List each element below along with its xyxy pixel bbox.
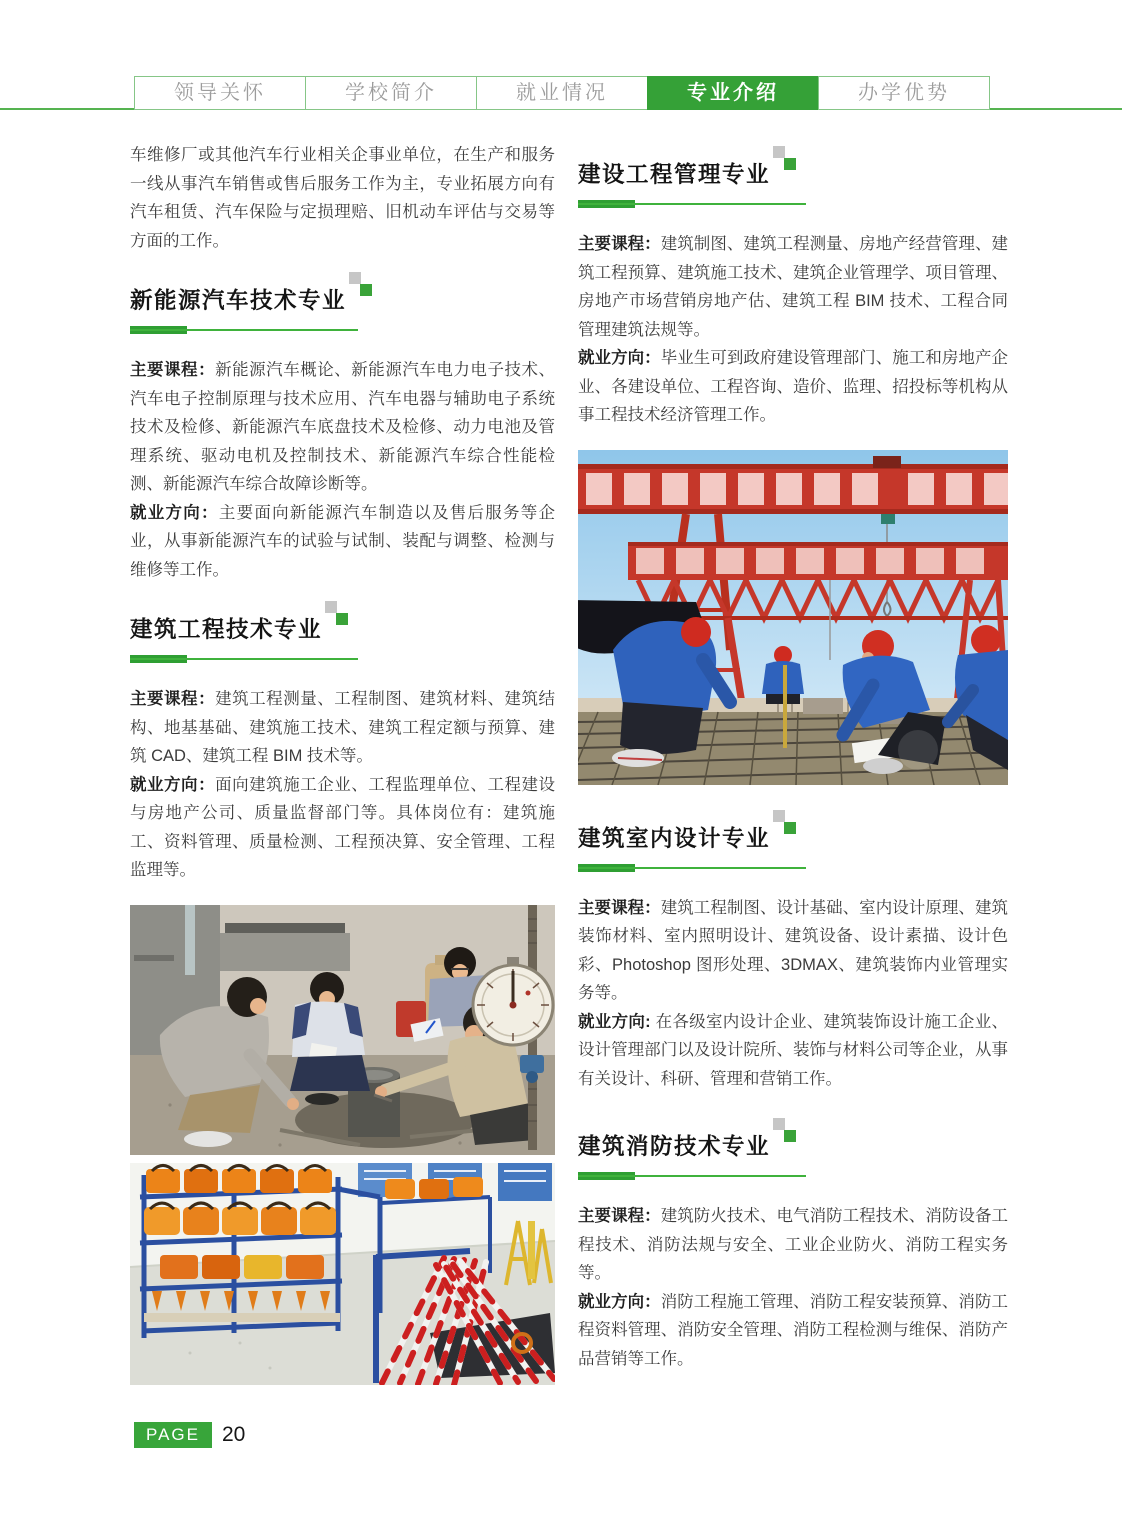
tab-school-intro[interactable]: 学校简介	[305, 76, 477, 110]
courses-paragraph: 主要课程：建筑制图、建筑工程测量、房地产经营管理、建筑工程预算、建筑施工技术、建筑企业管理学、项目管理、房地产市场营销房地产估、建筑工程 BIM 技术、工程合同管理建筑法规等。	[578, 235, 1009, 339]
tab-leader-care[interactable]: 领导关怀	[134, 76, 306, 110]
page-number: 20	[221, 1423, 246, 1446]
courses-paragraph: 主要课程：建筑工程制图、设计基础、室内设计原理、建筑装饰材料、室内照明设计、建筑设备、设计素描、设计色彩、Photoshop 图形处理、3DMAX、建筑装饰内业管理实务等。	[578, 898, 1009, 1002]
tab-employment[interactable]: 就业情况	[476, 76, 648, 110]
courses-paragraph: 主要课程：新能源汽车概论、新能源汽车电力电子技术、汽车电子控制原理与技术应用、汽车电器与辅助电子系统技术及检修、新能源汽车底盘技术及检修、动力电池及管理系统、驱动电机及控制技术、新能源汽车综合性能检测、新能源汽车综合故障诊断等。	[130, 361, 556, 493]
photo-materials-lab	[130, 905, 555, 1155]
employment-paragraph: 就业方向：消防工程施工管理、消防工程安装预算、消防工程资料管理、消防安全管理、消防工程检测与维保、消防产品营销等工作。	[578, 1292, 1009, 1368]
heading-accent-squares-icon	[349, 272, 374, 297]
courses-paragraph: 主要课程：建筑工程测量、工程制图、建筑材料、建筑结构、地基基础、建筑施工技术、建筑工程定额与预算、建筑 CAD、建筑工程 BIM 技术等。	[130, 690, 556, 765]
section-title: 建筑工程技术专业	[130, 614, 322, 645]
section-title: 新能源汽车技术专业	[130, 285, 346, 316]
section-construction-tech	[130, 614, 555, 885]
page-badge: PAGE	[134, 1422, 212, 1448]
heading-accent-squares-icon	[773, 1118, 798, 1143]
employment-paragraph: 就业方向：主要面向新能源汽车制造以及售后服务等企业，从事新能源汽车的试验与试制、装配与调整、检测与维修等工作。	[130, 503, 556, 579]
employment-paragraph: 就业方向：面向建筑施工企业、工程监理单位、工程建设与房地产公司、质量监督部门等。具体岗位有：建筑施工、资料管理、质量检测、工程预决算、安全管理、工程监理等。	[130, 775, 556, 879]
photo-equipment-storage	[130, 1163, 555, 1385]
heading-accent-squares-icon	[325, 601, 350, 626]
left-column	[130, 141, 555, 1385]
section-new-energy-auto	[130, 285, 555, 584]
employment-paragraph: 就业方向: 在各级室内设计企业、建筑装饰设计施工企业、设计管理部门以及设计院所、装饰与材料公司等企业，从事有关设计、科研、管理和营销工作。	[578, 1012, 1009, 1088]
heading-underline	[578, 200, 806, 208]
photo-construction-site	[578, 450, 1008, 785]
intro-paragraph: 车维修厂或其他汽车行业相关企事业单位，在生产和服务一线从事汽车销售或售后服务工作为主，专业拓展方向有汽车租赁、汽车保险与定损理赔、旧机动车评估与交易等方面的工作。	[130, 146, 555, 250]
heading-accent-squares-icon	[773, 810, 798, 835]
right-column	[578, 141, 1008, 1385]
content-columns	[130, 141, 1008, 1385]
heading-underline	[130, 326, 358, 334]
tab-majors-active[interactable]: 专业介绍	[647, 76, 819, 110]
section-title: 建筑室内设计专业	[578, 823, 770, 854]
section-interior-design	[578, 823, 1008, 1094]
section-construction-management	[578, 159, 1008, 430]
heading-underline	[130, 655, 358, 663]
heading-accent-squares-icon	[773, 146, 798, 171]
section-fire-protection	[578, 1131, 1008, 1373]
heading-underline	[578, 864, 806, 872]
tab-advantages[interactable]: 办学优势	[818, 76, 990, 110]
section-title: 建设工程管理专业	[578, 159, 770, 190]
top-tabbar	[134, 76, 990, 110]
page-footer	[134, 1422, 245, 1448]
courses-paragraph: 主要课程：建筑防火技术、电气消防工程技术、消防设备工程技术、消防法规与安全、工业企业防火、消防工程实务等。	[578, 1207, 1009, 1282]
heading-underline	[578, 1172, 806, 1180]
employment-paragraph: 就业方向：毕业生可到政府建设管理部门、施工和房地产企业、各建设单位、工程咨询、造价、监理、招投标等机构从事工程技术经济管理工作。	[578, 349, 1009, 424]
section-title: 建筑消防技术专业	[578, 1131, 770, 1162]
